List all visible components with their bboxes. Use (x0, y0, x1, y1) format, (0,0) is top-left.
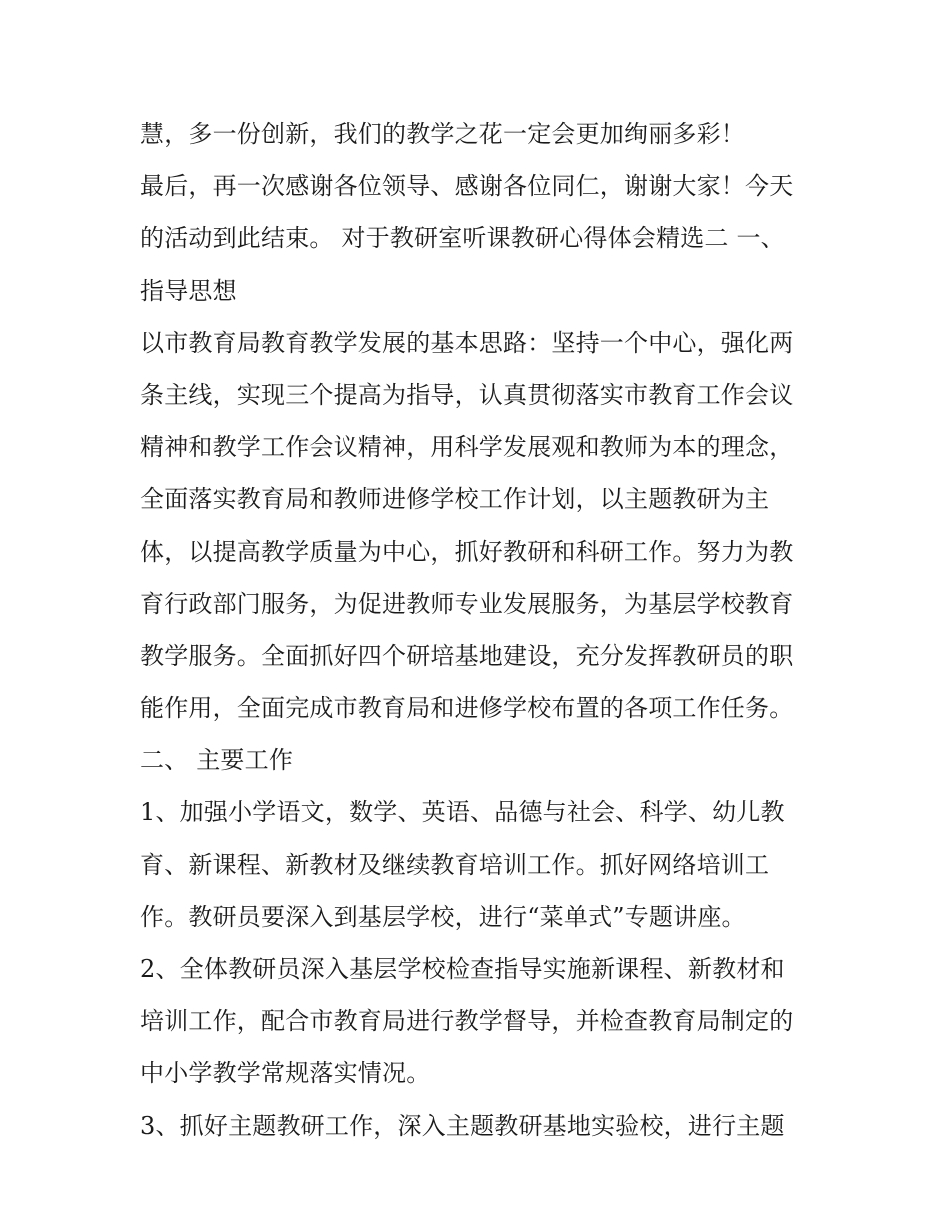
list-item-line: 作。教研员要深入到基层学校，进行“菜单式”专题讲座。 (140, 902, 746, 931)
text-line: 育行政部门服务，为促进教师专业发展服务，为基层学校教育 (140, 589, 794, 618)
text-line: 的活动到此结束。 对于教研室听课教研心得体会精选二 一、 (140, 224, 785, 253)
section-heading: 指导思想 (140, 276, 237, 305)
list-item-line: 2、全体教研员深入基层学校检查指导实施新课程、新教材和 (140, 955, 785, 983)
list-item-line: 1、加强小学语文，数学、英语、品德与社会、科学、幼儿教 (140, 798, 785, 827)
text-line: 慧，多一份创新，我们的教学之花一定会更加绚丽多彩！ (140, 120, 745, 148)
text-line: 以市教育局教育教学发展的基本思路：坚持一个中心，强化两 (140, 328, 794, 357)
body-text (140, 108, 820, 1152)
list-item-line: 育、新课程、新教材及继续教育培训工作。抓好网络培训工 (140, 850, 770, 879)
text-line: 教学服务。全面抓好四个研培基地建设，充分发挥教研员的职 (140, 641, 794, 670)
list-item-line: 中小学教学常规落实情况。 (140, 1059, 431, 1088)
text-line: 条主线，实现三个提高为指导，认真贯彻落实市教育工作会议 (140, 380, 794, 409)
list-item-line: 3、抓好主题教研工作，深入主题教研基地实验校，进行主题 (140, 1111, 785, 1140)
text-line: 最后，再一次感谢各位领导、感谢各位同仁，谢谢大家！今天 (140, 172, 794, 201)
text-line: 精神和教学工作会议精神，用科学发展观和教师为本的理念， (140, 433, 794, 462)
text-line: 能作用，全面完成市教育局和进修学校布置的各项工作任务。 (140, 694, 794, 723)
text-line: 体，以提高教学质量为中心，抓好教研和科研工作。努力为教 (140, 537, 794, 566)
list-item-line: 培训工作，配合市教育局进行教学督导，并检查教育局制定的 (140, 1007, 794, 1036)
section-heading: 二、 主要工作 (140, 746, 294, 775)
text-line: 全面落实教育局和教师进修学校工作计划，以主题教研为主 (140, 485, 770, 514)
